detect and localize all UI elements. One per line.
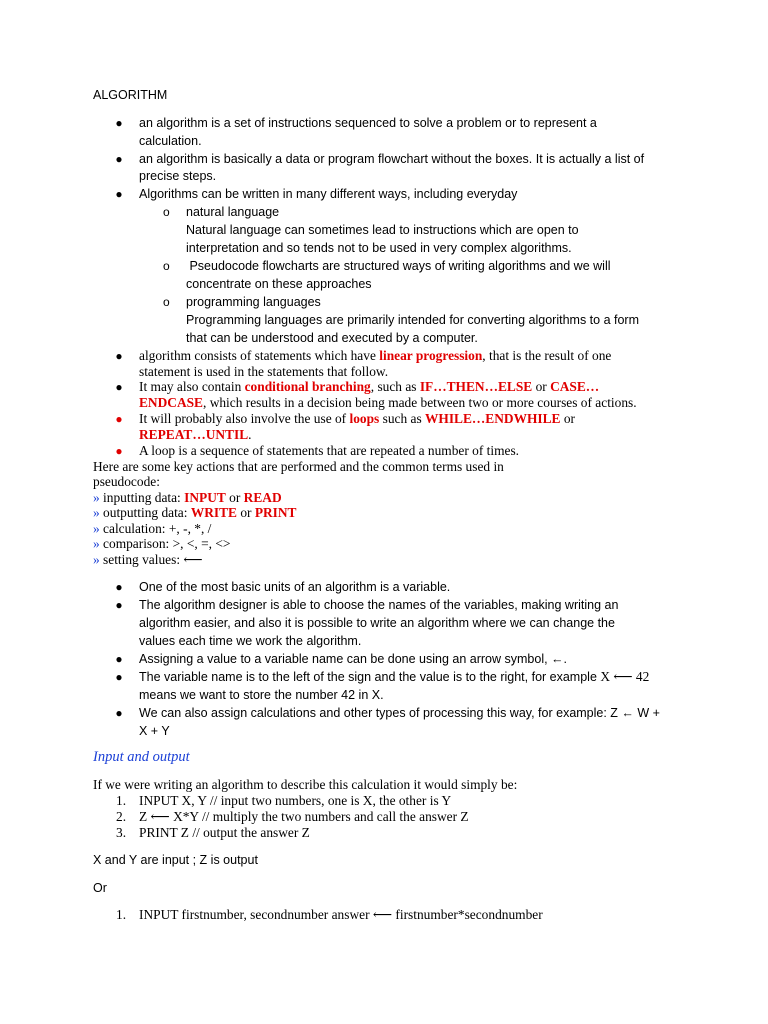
circle-bullet-icon: o [163,295,170,309]
sub-item-text: natural language [186,205,280,219]
bullet-text: X + Y [139,724,170,738]
xy-note: X and Y are input ; Z is output [93,853,258,867]
bullet-text: algorithm consists of statements which have linear progression, that is the result of one [139,348,612,363]
bullet-text: We can also assign calculations and other types of processing this way, for example: Z ← W + [139,706,660,720]
bullet-text: calculation. [139,134,202,148]
key-action-setting: » setting values: ⟵ [93,552,203,567]
key-action-comparison: » comparison: >, <, =, <> [93,536,231,551]
sub-item-text: concentrate on these approaches [186,277,372,291]
step-number: 2. [116,809,127,824]
keyword-case: CASE… [550,379,600,394]
section-heading: Input and output [93,749,190,765]
circle-bullet-icon: o [163,259,170,273]
chevron-right-icon: » [93,552,100,567]
key-action-outputting: » outputting data: WRITE or PRINT [93,505,297,520]
bullet-text: an algorithm is basically a data or program flowchart without the boxes. It is actually a list of [139,152,645,166]
step-text: INPUT firstnumber, secondnumber answer ⟵ firstnumber*secondnumber [139,907,543,922]
step-text: PRINT Z // output the answer Z [139,825,310,840]
io-intro: If we were writing an algorithm to describe this calculation it would simply be: [93,777,518,792]
bullet-text: means we want to store the number 42 in X. [139,688,384,702]
key-actions-intro: Here are some key actions that are performed and the common terms used in [93,459,504,474]
sub-item-text: Natural language can sometimes lead to instructions which are open to [186,223,579,237]
step-number: 3. [116,825,127,840]
bullet-text: Algorithms can be written in many different ways, including everyday [139,187,518,201]
bullet-text: ENDCASE, which results in a decision being made between two or more courses of actions. [139,395,637,410]
bullet-text: values each time we work the algorithm. [139,634,362,648]
bullet-icon: ● [115,349,123,363]
bullet-icon: ● [115,444,123,458]
keyword-endcase: ENDCASE [139,395,203,410]
bullet-icon: ● [115,598,123,612]
bullet-icon: ● [115,652,123,666]
page-title: ALGORITHM [93,88,168,102]
bullet-icon: ● [115,412,123,426]
circle-bullet-icon: o [163,205,170,219]
term-conditional-branching: conditional branching [244,379,371,394]
key-action-calculation: » calculation: +, -, *, / [93,521,212,536]
bullet-text: It may also contain conditional branching, such as IF…THEN…ELSE or CASE… [139,379,600,394]
bullet-text: A loop is a sequence of statements that are repeated a number of times. [139,443,520,458]
bullet-text: precise steps. [139,169,217,183]
bullet-icon: ● [115,580,123,594]
bullet-icon: ● [115,152,123,166]
bullet-icon: ● [115,670,123,684]
bullet-icon: ● [115,187,123,201]
chevron-right-icon: » [93,521,100,536]
bullet-text: The variable name is to the left of the sign and the value is to the right, for example X ⟵ 42 [139,669,650,684]
bullet-text: Assigning a value to a variable name can be done using an arrow symbol, ←. [139,652,568,666]
or-text: Or [93,881,107,895]
bullet-text: The algorithm designer is able to choose the names of the variables, making writing an [139,598,619,612]
step-text: Z ⟵ X*Y // multiply the two numbers and call the answer Z [139,809,469,824]
keyword-while-endwhile: WHILE…ENDWHILE [425,411,561,426]
key-actions-intro: pseudocode: [93,474,160,489]
sub-item-text: Programming languages are primarily intended for converting algorithms to a form [186,313,639,327]
sub-item-text: Pseudocode flowcharts are structured ways of writing algorithms and we will [186,259,611,273]
term-loops: loops [349,411,380,426]
step-text: INPUT X, Y // input two numbers, one is X, the other is Y [139,793,452,808]
sub-item-text: interpretation and so tends not to be used in very complex algorithms. [186,241,572,255]
bullet-text: REPEAT…UNTIL. [139,427,252,442]
chevron-right-icon: » [93,490,100,505]
chevron-right-icon: » [93,536,100,551]
term-linear-progression: linear progression [379,348,483,363]
bullet-text: statement is used in the statements that follow. [139,364,389,379]
bullet-icon: ● [115,706,123,720]
keyword-repeat-until: REPEAT…UNTIL [139,427,249,442]
bullet-icon: ● [115,380,123,394]
keyword-if-then-else: IF…THEN…ELSE [419,379,533,394]
sub-item-text: that can be understood and executed by a computer. [186,331,478,345]
sub-item-text: programming languages [186,295,321,309]
step-number: 1. [116,793,127,808]
bullet-text: One of the most basic units of an algorithm is a variable. [139,580,451,594]
chevron-right-icon: » [93,505,100,520]
bullet-text: an algorithm is a set of instructions sequenced to solve a problem or to represent a [139,116,597,130]
key-action-inputting: » inputting data: INPUT or READ [93,490,282,505]
bullet-text: algorithm easier, and also it is possible to write an algorithm where we can change the [139,616,615,630]
step-number: 1. [116,907,127,922]
bullet-text: It will probably also involve the use of loops such as WHILE…ENDWHILE or [139,411,575,426]
bullet-icon: ● [115,116,123,130]
